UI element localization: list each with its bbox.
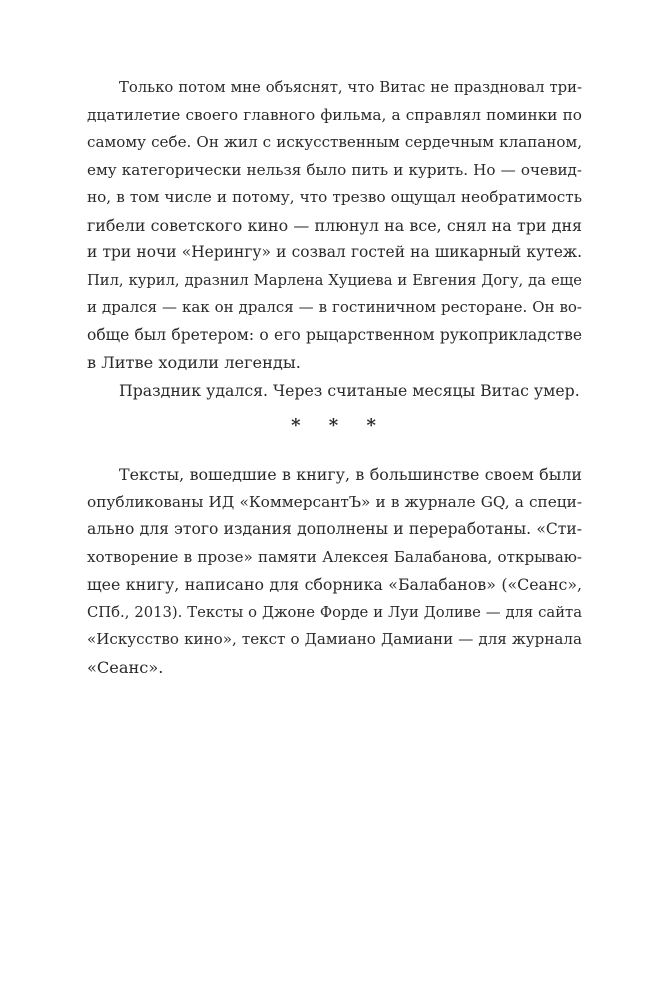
paragraph-1-line: гибели советского кино — плюнул на все, снял на три дня xyxy=(87,215,582,235)
paragraph-1-line: и три ночи «Нерингу» и созвал гостей на шикарный кутеж. xyxy=(87,243,582,261)
paragraph-1-line: но, в том числе и потому, что трезво ощущал необратимость xyxy=(87,188,582,206)
paragraph-3-line: СПб., 2013). Тексты о Джоне Форде и Луи Доливе — для сайта xyxy=(87,603,582,621)
paragraph-1-line: ему категорически нельзя было пить и курить. Но — очевид- xyxy=(87,160,582,179)
paragraph-3-line: опубликованы ИД «КоммерсантЪ» и в журнале GQ, а специ- xyxy=(87,492,582,511)
paragraph-1-line: Пил, курил, дразнил Марлена Хуциева и Евгения Догу, да еще xyxy=(87,271,582,289)
paragraph-1-line: Только потом мне объяснят, что Витас не праздновал три- xyxy=(119,79,582,96)
text-section-1 xyxy=(87,74,582,404)
paragraph-3-line: щее книгу, написано для сборника «Балабанов» («Сеанс», xyxy=(87,575,582,594)
text-section-2 xyxy=(87,461,582,681)
paragraph-3-line: «Искусство кино», текст о Дамиано Дамиани — для журнала xyxy=(87,630,582,648)
section-separator: * * * xyxy=(291,415,387,436)
paragraph-1-line: в Литве ходили легенды. xyxy=(87,353,301,372)
paragraph-3-line: хотворение в прозе» памяти Алексея Балабанова, открываю- xyxy=(87,547,582,566)
paragraph-1-line: и дрался — как он дрался — в гостиничном ресторане. Он во- xyxy=(87,298,582,316)
paragraph-1-line: самому себе. Он жил с искусственным сердечным клапаном, xyxy=(87,133,582,151)
paragraph-1-line: обще был бретером: о его рыцарственном рукоприкладстве xyxy=(87,325,582,344)
paragraph-1-line: дцатилетие своего главного фильма, а справлял поминки по xyxy=(87,105,582,124)
paragraph-2-line: Праздник удался. Через считаные месяцы Витас умер. xyxy=(119,380,580,400)
paragraph-3-line: Тексты, вошедшие в книгу, в большинстве своем были xyxy=(119,465,582,484)
paragraph-3-line: «Сеанс». xyxy=(87,657,164,677)
paragraph-3-line: ально для этого издания дополнены и переработаны. «Сти- xyxy=(87,520,582,538)
